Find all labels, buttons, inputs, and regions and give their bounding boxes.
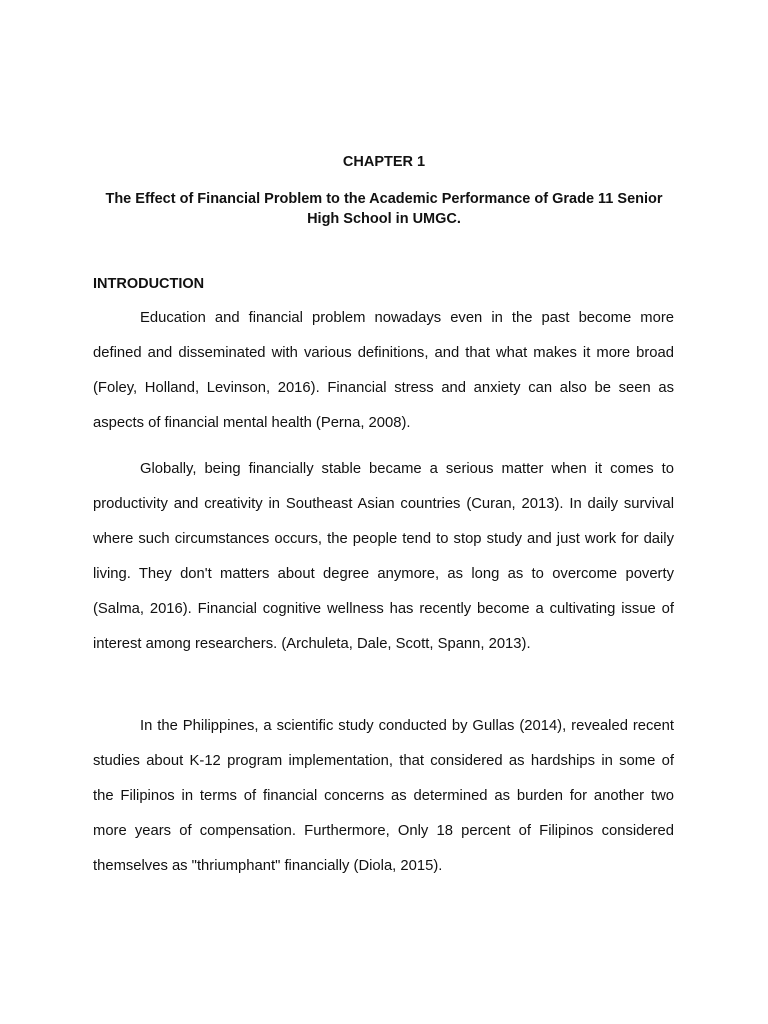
paragraph-globally: Globally, being financially stable became a serious matter when it comes to productivity and creativity in Southeast Asian countries (Curan, 2013). In daily survival where such circumstances occurs, the people tend to stop study and just work for daily living. They don't matters about degree anymore, as long as to overcome poverty (Salma, 2016). Financial cognitive wellness has recently become a cultivating issue of interest among researchers. (Archuleta, Dale, Scott, Spann, 2013).	[93, 461, 674, 652]
paragraph-philippines: In the Philippines, a scientific study conducted by Gullas (2014), revealed recent studies about K-12 program implementation, that considered as hardships in some of the Filipinos in terms of financial concerns as determined as burden for another two more years of compensation. Furthermore, Only 18 percent of Filipinos considered themselves as "thriumphant" financially (Diola, 2015).	[93, 718, 674, 874]
paragraph-education-financial: Education and financial problem nowadays even in the past become more defined and disseminated with various definitions, and that what makes it more broad (Foley, Holland, Levinson, 2016). Financial stress and anxiety can also be seen as aspects of financial mental health (Perna, 2008).	[93, 310, 674, 431]
section-heading-introduction: INTRODUCTION	[93, 276, 205, 292]
document-title: The Effect of Financial Problem to the Academic Performance of Grade 11 Senior High School in UMGC.	[105, 191, 663, 227]
chapter-label: CHAPTER 1	[342, 154, 426, 170]
